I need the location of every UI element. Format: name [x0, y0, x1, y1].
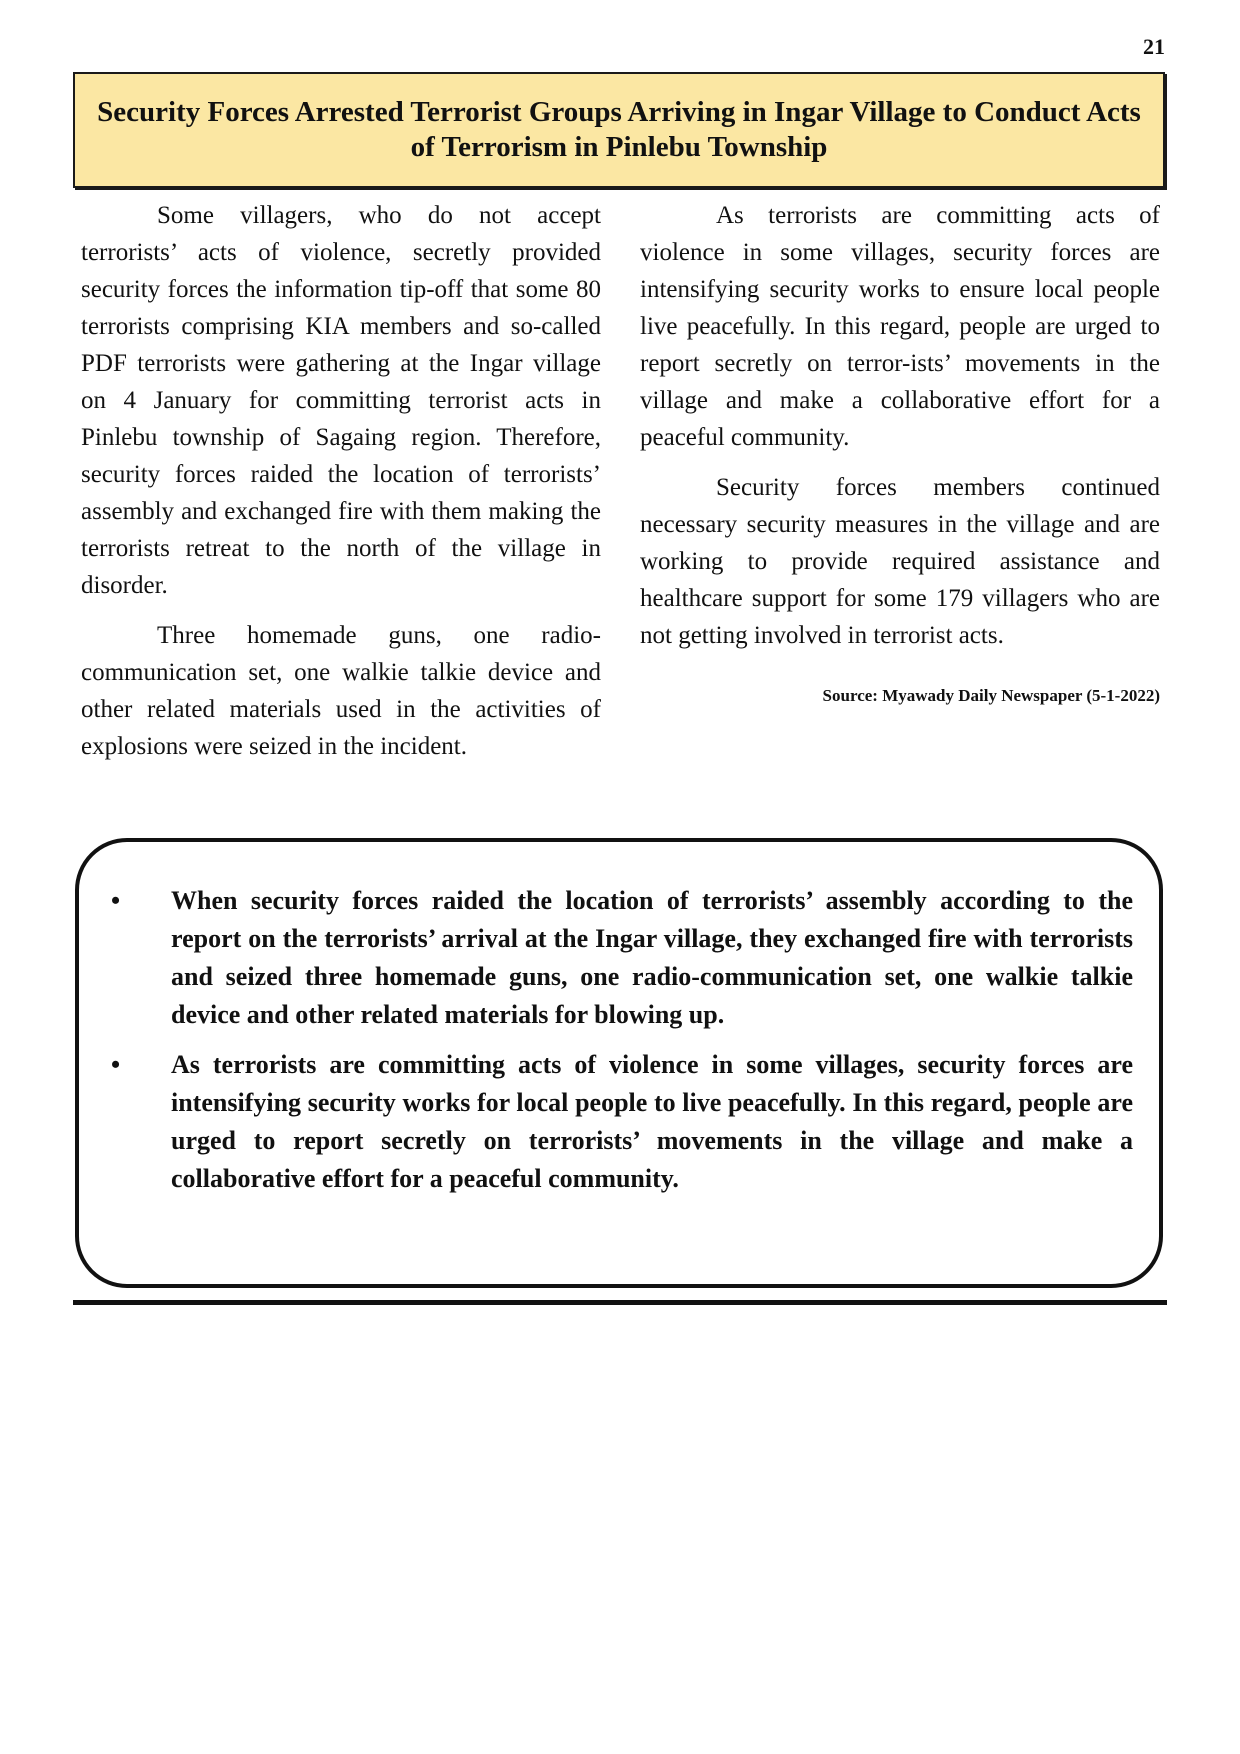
summary-list: [109, 882, 1133, 1198]
summary-item-text: When security forces raided the location of terrorists’ assembly according to the report on the terrorists’ arrival at the Ingar village, they exchanged fire with terrorists and seized three homemade guns, one radio-communication set, one walkie talkie device and other related materials for blowing up.: [171, 886, 1133, 1029]
source-citation: Source: Myawady Daily Newspaper (5-1-2022): [822, 686, 1160, 705]
article-title: Security Forces Arrested Terrorist Groups Arriving in Ingar Village to Conduct Acts of Terrorism in Pinlebu Township: [97, 96, 1141, 163]
page-number: 21: [1143, 34, 1165, 59]
summary-box: [75, 838, 1163, 1288]
summary-item: [109, 882, 1133, 1034]
right-column: [640, 197, 1160, 778]
left-paragraph-1: Some villagers, who do not accept terrorists’ acts of violence, secretly provided security forces the information tip-off that some 80 terrorists comprising KIA members and so-called PDF terrorists were gathering at the Ingar village on 4 January for committing terrorist acts in Pinlebu township of Sagaing region. Therefore, security forces raided the location of terrorists’ assembly and exchanged fire with them making the terrorists retreat to the north of the village in disorder.: [81, 202, 601, 599]
bullet-icon: •: [111, 886, 121, 915]
summary-item-text: As terrorists are committing acts of violence in some villages, security forces are intensifying security works for local people to live peacefully. In this regard, people are urged to report secretly on terrorists’ movements in the village and make a collaborative effort for a peaceful community.: [171, 1050, 1133, 1193]
bottom-divider: [73, 1300, 1167, 1305]
right-paragraph-2: Security forces members continued necessary security measures in the village and are working to provide required assistance and healthcare support for some 179 villagers who are not getting involved in terrorist acts.: [640, 474, 1160, 649]
article-body: [81, 197, 1160, 778]
left-paragraph-2: Three homemade guns, one radio-communication set, one walkie talkie device and other related materials used in the activities of explosions were seized in the incident.: [81, 622, 601, 760]
left-column: [81, 197, 601, 778]
right-paragraph-1: As terrorists are committing acts of violence in some villages, security forces are intensifying security works to ensure local people live peacefully. In this regard, people are urged to report secretly on terror-ists’ movements in the village and make a collaborative effort for a peaceful community.: [640, 202, 1160, 451]
bullet-icon: •: [111, 1050, 121, 1079]
summary-item: [109, 1046, 1133, 1198]
article-title-box: [73, 72, 1165, 188]
